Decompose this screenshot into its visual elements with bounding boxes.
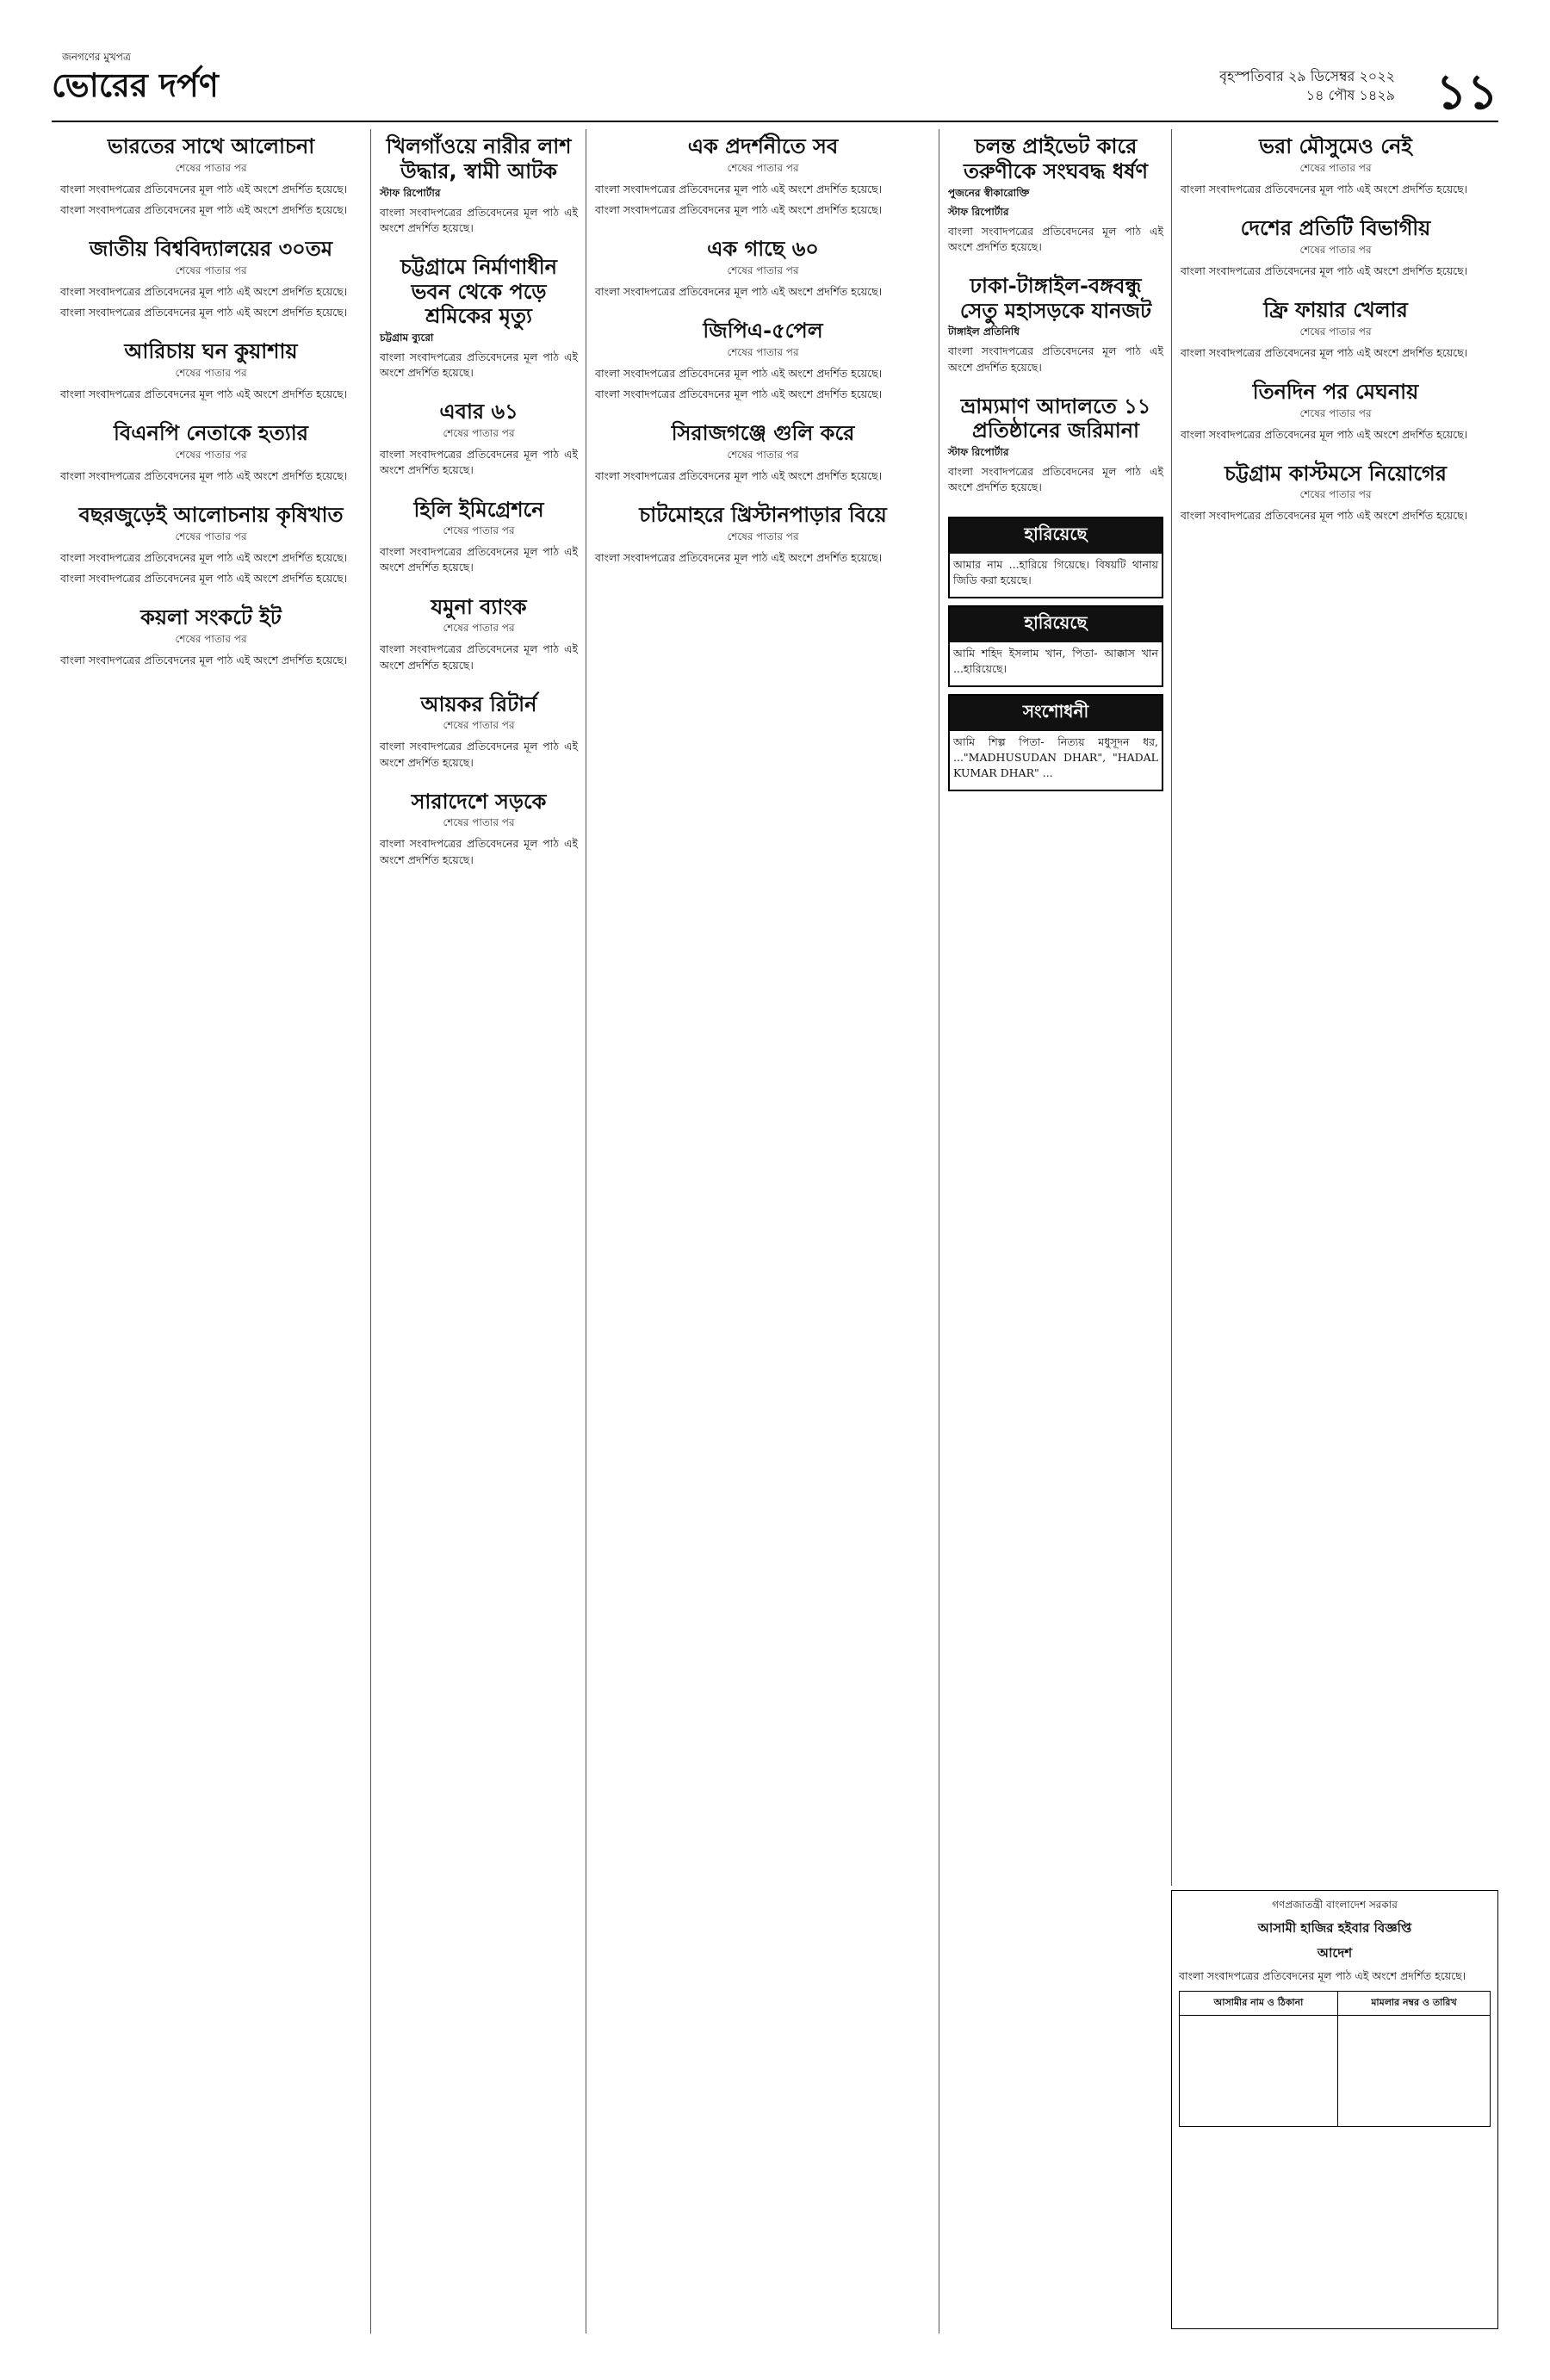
newspaper-logo: জনগণের মুখপত্র ভোরের দর্পণ: [52, 51, 219, 104]
article: সারাদেশে সড়কে শেষের পাতার পর বাংলা সংবাদপত্রের প্রতিবেদনের মূল পাঠ এই অংশে প্রদর্শিত হয়েছে।: [380, 789, 578, 866]
article: ঢাকা-টাঙ্গাইল-বঙ্গবন্ধু সেতু মহাসড়কে যানজট টাঙ্গাইল প্রতিনিধি বাংলা সংবাদপত্রের প্রতিবেদনের মূল পাঠ এই অংশে প্রদর্শিত হয়েছে।: [948, 273, 1163, 374]
column-3: [586, 129, 939, 2334]
article: ফ্রি ফায়ার খেলার শেষের পাতার পর বাংলা সংবাদপত্রের প্রতিবেদনের মূল পাঠ এই অংশে প্রদর্শিত হয়েছে।: [1181, 297, 1468, 359]
lost-notice: হারিয়েছে আমার নাম ...হারিয়ে গিয়েছে। বিষয়টি থানায় জিডি করা হয়েছে।: [948, 517, 1163, 598]
article: সিরাজগঞ্জে গুলি করে শেষের পাতার পর বাংলা সংবাদপত্রের প্রতিবেদনের মূল পাঠ এই অংশে প্রদর্শিত হয়েছে।: [595, 421, 883, 482]
date-line: বৃহস্পতিবার ২৯ ডিসেম্বর ২০২২ ১৪ পৌষ ১৪২৯: [1219, 68, 1395, 103]
page-number: ১১: [1435, 65, 1498, 121]
article: চট্টগ্রাম কাস্টমসে নিয়োগের শেষের পাতার পর বাংলা সংবাদপত্রের প্রতিবেদনের মূল পাঠ এই অংশে প্রদর্শিত হয়েছে।: [1181, 461, 1468, 523]
article: ভারতের সাথে আলোচনা শেষের পাতার পর বাংলা সংবাদপত্রের প্রতিবেদনের মূল পাঠ এই অংশে প্রদর্শিত হয়েছে। বাংলা সংবাদপত্রের প্রতিবেদনের মূল পাঠ এই অংশে প্রদর্শিত হয়েছে।: [60, 134, 348, 216]
article: চট্টগ্রামে নির্মাণাধীন ভবন থেকে পড়ে শ্রমিকের মৃত্যু চট্টগ্রাম ব্যুরো বাংলা সংবাদপত্রের প্রতিবেদনের মূল পাঠ এই অংশে প্রদর্শিত হয়েছে।: [380, 254, 578, 380]
article: বিএনপি নেতাকে হত্যার শেষের পাতার পর বাংলা সংবাদপত্রের প্রতিবেদনের মূল পাঠ এই অংশে প্রদর্শিত হয়েছে।: [60, 421, 348, 482]
article: ভ্রাম্যমাণ আদালতে ১১ প্রতিষ্ঠানের জরিমানা স্টাফ রিপোর্টার বাংলা সংবাদপত্রের প্রতিবেদনের মূল পাঠ এই অংশে প্রদর্শিত হয়েছে।: [948, 394, 1163, 494]
column-4: [939, 129, 1172, 2334]
article: তিনদিন পর মেঘনায় শেষের পাতার পর বাংলা সংবাদপত্রের প্রতিবেদনের মূল পাঠ এই অংশে প্রদর্শিত হয়েছে।: [1181, 379, 1468, 441]
article: চাটমোহরে খ্রিস্টানপাড়ার বিয়ে শেষের পাতার পর বাংলা সংবাদপত্রের প্রতিবেদনের মূল পাঠ এই অংশে প্রদর্শিত হয়েছে।: [595, 502, 887, 564]
court-notice: গণপ্রজাতন্ত্রী বাংলাদেশ সরকার আসামী হাজির হইবার বিজ্ঞপ্তি আদেশ বাংলা সংবাদপত্রের প্রতিবেদনের মূল পাঠ এই অংশে প্রদর্শিত হয়েছে। আসামীর নাম ও ঠিকানা মামলার নম্বর ও তারিখ: [1171, 1890, 1498, 2329]
article: এক প্রদর্শনীতে সব শেষের পাতার পর বাংলা সংবাদপত্রের প্রতিবেদনের মূল পাঠ এই অংশে প্রদর্শিত হয়েছে। বাংলা সংবাদপত্রের প্রতিবেদনের মূল পাঠ এই অংশে প্রদর্শিত হয়েছে।: [595, 134, 883, 216]
group-tag: জনগণের মুখপত্র: [62, 51, 131, 63]
column-1: [52, 129, 370, 2334]
article: খিলগাঁওয়ে নারীর লাশ উদ্ধার, স্বামী আটক স্টাফ রিপোর্টার বাংলা সংবাদপত্রের প্রতিবেদনের মূল পাঠ এই অংশে প্রদর্শিত হয়েছে।: [380, 134, 578, 234]
correction-notice: সংশোধনী আমি শিল্প পিতা- নিত্যয় মধুসূদন ধর, ..."MADHUSUDAN DHAR", "HADAL KUMAR DHAR" ...: [948, 694, 1163, 791]
article: চলন্ত প্রাইভেট কারে তরুণীকে সংঘবদ্ধ ধর্ষণ পুজনের স্বীকারোক্তি স্টাফ রিপোর্টার বাংলা সংবাদপত্রের প্রতিবেদনের মূল পাঠ এই অংশে প্রদর্শিত হয়েছে।: [948, 134, 1163, 253]
column-5: [1171, 129, 1499, 1886]
article: জিপিএ-৫পেল শেষের পাতার পর বাংলা সংবাদপত্রের প্রতিবেদনের মূল পাঠ এই অংশে প্রদর্শিত হয়েছে। বাংলা সংবাদপত্রের প্রতিবেদনের মূল পাঠ এই অংশে প্রদর্শিত হয়েছে।: [595, 318, 883, 400]
notice-table: আসামীর নাম ও ঠিকানা মামলার নম্বর ও তারিখ: [1179, 1991, 1491, 2127]
article: আয়কর রিটার্ন শেষের পাতার পর বাংলা সংবাদপত্রের প্রতিবেদনের মূল পাঠ এই অংশে প্রদর্শিত হয়েছে।: [380, 691, 578, 769]
article: বছরজুড়েই আলোচনায় কৃষিখাত শেষের পাতার পর বাংলা সংবাদপত্রের প্রতিবেদনের মূল পাঠ এই অংশে প্রদর্শিত হয়েছে। বাংলা সংবাদপত্রের প্রতিবেদনের মূল পাঠ এই অংশে প্রদর্শিত হয়েছে।: [60, 502, 348, 585]
article: যমুনা ব্যাংক শেষের পাতার পর বাংলা সংবাদপত্রের প্রতিবেদনের মূল পাঠ এই অংশে প্রদর্শিত হয়েছে।: [380, 594, 578, 672]
article: এবার ৬১ শেষের পাতার পর বাংলা সংবাদপত্রের প্রতিবেদনের মূল পাঠ এই অংশে প্রদর্শিত হয়েছে।: [380, 400, 578, 477]
article: এক গাছে ৬০ শেষের পাতার পর বাংলা সংবাদপত্রের প্রতিবেদনের মূল পাঠ এই অংশে প্রদর্শিত হয়েছে।: [595, 237, 883, 298]
article: আরিচায় ঘন কুয়াশায় শেষের পাতার পর বাংলা সংবাদপত্রের প্রতিবেদনের মূল পাঠ এই অংশে প্রদর্শিত হয়েছে।: [60, 339, 348, 400]
article: জাতীয় বিশ্ববিদ্যালয়ের ৩০তম শেষের পাতার পর বাংলা সংবাদপত্রের প্রতিবেদনের মূল পাঠ এই অংশে প্রদর্শিত হয়েছে। বাংলা সংবাদপত্রের প্রতিবেদনের মূল পাঠ এই অংশে প্রদর্শিত হয়েছে।: [60, 237, 348, 319]
article: দেশের প্রতিটি বিভাগীয় শেষের পাতার পর বাংলা সংবাদপত্রের প্রতিবেদনের মূল পাঠ এই অংশে প্রদর্শিত হয়েছে।: [1181, 215, 1468, 277]
article: ভরা মৌসুমেও নেই শেষের পাতার পর বাংলা সংবাদপত্রের প্রতিবেদনের মূল পাঠ এই অংশে প্রদর্শিত হয়েছে।: [1181, 134, 1468, 195]
article: কয়লা সংকটে ইট শেষের পাতার পর বাংলা সংবাদপত্রের প্রতিবেদনের মূল পাঠ এই অংশে প্রদর্শিত হয়েছে।: [60, 604, 348, 666]
article: হিলি ইমিগ্রেশনে শেষের পাতার পর বাংলা সংবাদপত্রের প্রতিবেদনের মূল পাঠ এই অংশে প্রদর্শিত হয়েছে।: [380, 497, 578, 574]
lost-notice: হারিয়েছে আমি শহিদ ইসলাম খান, পিতা- আক্কাস খান ...হারিয়েছে।: [948, 605, 1163, 687]
column-2: [370, 129, 586, 2334]
masthead: [52, 51, 1498, 122]
